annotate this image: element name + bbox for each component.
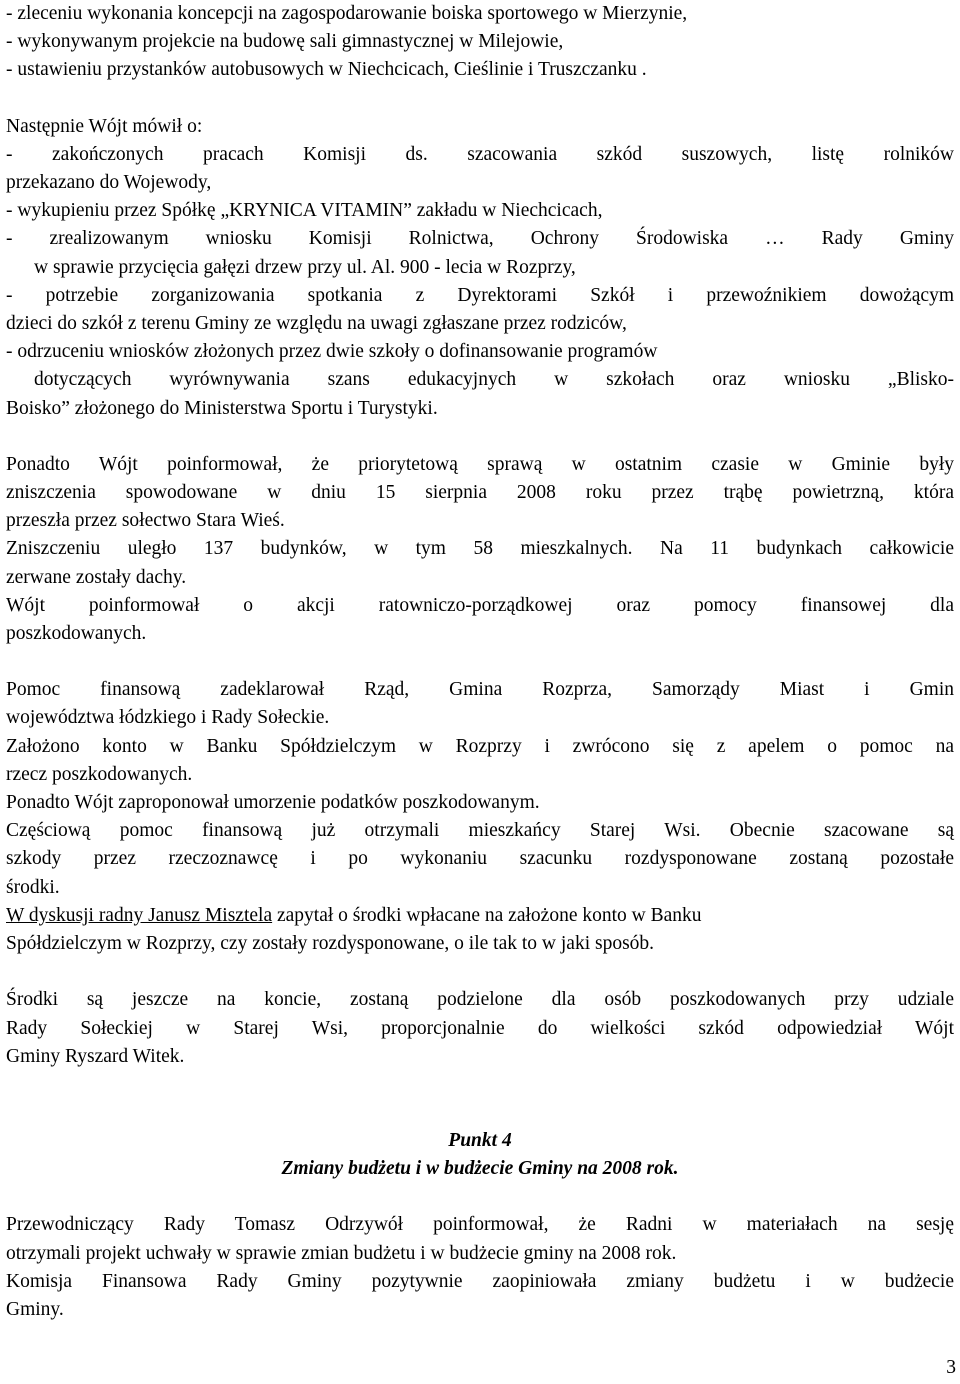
- discussion-speaker: W dyskusji radny Janusz Misztela: [6, 904, 273, 926]
- list-item: - ustawieniu przystanków autobusowych w Niechcicach, Cieślinie i Truszczanku .: [6, 59, 647, 81]
- page-number: 3: [946, 1356, 956, 1378]
- mid-list: [6, 141, 954, 423]
- list-item: w sprawie przycięcia gałęzi drzew przy ul. Al. 900 - lecia w Rozprzy,: [34, 256, 576, 278]
- text-line: Spółdzielczym w Rozprzy, czy zostały rozdysponowane, o ile tak to w jaki sposób.: [6, 933, 655, 955]
- list-item: - odrzuceniu wniosków złożonych przez dwie szkoły o dofinansowanie programów: [6, 341, 658, 363]
- list-item: dzieci do szkół z terenu Gminy ze względu na uwagi zgłaszane przez rodziców,: [6, 313, 627, 335]
- text-line: [6, 902, 954, 930]
- text-line: Częściową pomoc finansową już otrzymali mieszkańcy Starej Wsi. Obecnie szacowane są: [6, 820, 954, 842]
- text-line: szkody przez rzeczoznawcę i po wykonaniu szacunku rozdysponowane zostaną pozostałe: [6, 848, 954, 870]
- section-heading: Punkt 4: [448, 1129, 512, 1151]
- text-line: Przewodniczący Rady Tomasz Odrzywół poinformował, że Radni w materiałach na sesję: [6, 1214, 954, 1236]
- list-item: - wykonywanym projekcie na budowę sali gimnastycznej w Milejowie,: [6, 31, 564, 53]
- list-item: - zleceniu wykonania koncepcji na zagospodarowanie boiska sportowego w Mierzynie,: [6, 3, 688, 24]
- list-item: Boisko” złożonego do Ministerstwa Sportu i Turystyki.: [6, 397, 438, 419]
- list-item: przekazano do Wojewody,: [6, 172, 212, 194]
- text-line: Zniszczeniu uległo 137 budynków, w tym 58 mieszkalnych. Na 11 budynkach całkowicie: [6, 538, 954, 560]
- text-line: Rady Sołeckiej w Starej Wsi, proporcjonalnie do wielkości szkód odpowiedział Wójt: [6, 1017, 954, 1039]
- discussion-text: zapytał o środki wpłacane na założone konto w Banku: [272, 904, 702, 926]
- paragraph-budget: [6, 1211, 954, 1324]
- text-line: przeszła przez sołectwo Stara Wieś.: [6, 510, 285, 532]
- discussion-paragraph: [6, 902, 954, 958]
- intro-text: Następnie Wójt mówił o:: [6, 115, 203, 137]
- text-line: zerwane zostały dachy.: [6, 566, 187, 588]
- top-list: [6, 0, 954, 85]
- list-item: - potrzebie zorganizowania spotkania z Dyrektorami Szkół i przewoźnikiem dowożącym: [6, 284, 954, 306]
- text-line: Gminy Ryszard Witek.: [6, 1045, 185, 1067]
- list-item: - wykupieniu przez Spółkę „KRYNICA VITAMIN” zakładu w Niechcicach,: [6, 200, 603, 222]
- list-item: - zakończonych pracach Komisji ds. szacowania szkód suszowych, listę rolników: [6, 143, 954, 165]
- section-header: [6, 1127, 954, 1183]
- section-subheading: Zmiany budżetu i w budżecie Gminy na 2008 rok.: [281, 1158, 679, 1180]
- text-line: Środki są jeszcze na koncie, zostaną podzielone dla osób poszkodowanych przy udziale: [6, 989, 954, 1011]
- text-line: rzecz poszkodowanych.: [6, 763, 193, 785]
- text-line: Pomoc finansową zadeklarował Rząd, Gmina Rozprza, Samorządy Miast i Gmin: [6, 679, 954, 701]
- text-line: Komisja Finansowa Rady Gminy pozytywnie zaopiniowała zmiany budżetu i w budżecie: [6, 1270, 954, 1292]
- text-line: Założono konto w Banku Spółdzielczym w Rozprzy i zwrócono się z apelem o pomoc na: [6, 735, 954, 757]
- text-line: poszkodowanych.: [6, 623, 147, 645]
- text-line: zniszczenia spowodowane w dniu 15 sierpnia 2008 roku przez trąbę powietrzną, która: [6, 482, 954, 504]
- text-line: środki.: [6, 876, 60, 898]
- text-line: otrzymali projekt uchwały w sprawie zmian budżetu i w budżecie gminy na 2008 rok.: [6, 1242, 677, 1264]
- text-line: województwa łódzkiego i Rady Sołeckie.: [6, 707, 330, 729]
- paragraph-tornado: [6, 451, 954, 648]
- paragraph-aid: [6, 676, 954, 902]
- list-item: dotyczących wyrównywania szans edukacyjnych w szkołach oraz wniosku „Blisko-: [34, 369, 954, 391]
- text-line: Gminy.: [6, 1298, 64, 1320]
- text-line: Ponadto Wójt poinformował, że priorytetową sprawą w ostatnim czasie w Gminie były: [6, 453, 954, 475]
- list-item: - zrealizowanym wniosku Komisji Rolnictwa, Ochrony Środowiska … Rady Gminy: [6, 228, 954, 250]
- text-line: Wójt poinformował o akcji ratowniczo-porządkowej oraz pomocy finansowej dla: [6, 594, 954, 616]
- paragraph-answer: [6, 986, 954, 1071]
- text-line: Ponadto Wójt zaproponował umorzenie podatków poszkodowanym.: [6, 792, 540, 814]
